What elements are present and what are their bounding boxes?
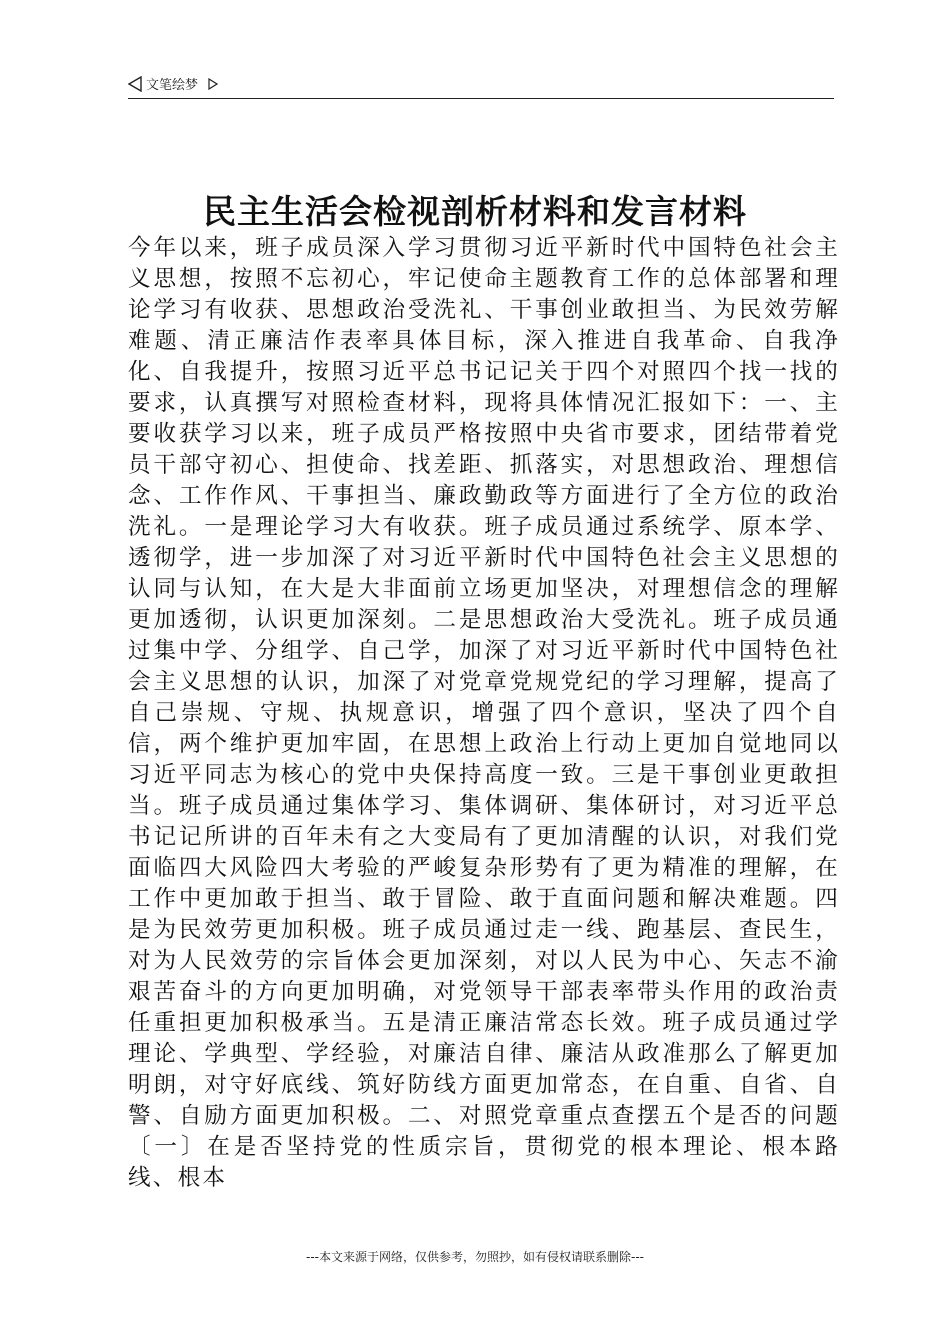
document-body: 今年以来，班子成员深入学习贯彻习近平新时代中国特色社会主义思想，按照不忘初心，牢记使命主题教育工作的总体部署和理论学习有收获、思想政治受洗礼、干事创业敢担当、为民效劳解难题、清正廉洁作表率具体目标，深入推进自我革命、自我净化、自我提升，按照习近平总书记记关于四个对照四个找一找的要求，认真撰写对照检查材料，现将具体情况汇报如下：一、主要收获学习以来，班子成员严格按照中央省市要求，团结带着党员干部守初心、担使命、找差距、抓落实，对思想政治、理想信念、工作作风、干事担当、廉政勤政等方面进行了全方位的政治洗礼。一是理论学习大有收获。班子成员通过系统学、原本学、透彻学，进一步加深了对习近平新时代中国特色社会主义思想的认同与认知，在大是大非面前立场更加坚决，对理想信念的理解更加透彻，认识更加深刻。二是思想政治大受洗礼。班子成员通过集中学、分组学、自己学，加深了对习近平新时代中国特色社会主义思想的认识，加深了对党章党规党纪的学习理解，提高了自己崇规、守规、执规意识，增强了四个意识，坚决了四个自信，两个维护更加牢固，在思想上政治上行动上更加自觉地同以习近平同志为核心的党中央保持高度一致。三是干事创业更敢担当。班子成员通过集体学习、集体调研、集体研讨，对习近平总书记记所讲的百年未有之大变局有了更加清醒的认识，对我们党面临四大风险四大考验的严峻复杂形势有了更为精准的理解，在工作中更加敢于担当、敢于冒险、敢于直面问题和解决难题。四是为民效劳更加积极。班子成员通过走一线、跑基层、查民生，对为人民效劳的宗旨体会更加深刻，对以人民为中心、矢志不渝艰苦奋斗的方向更加明确，对党领导干部表率带头作用的政治责任重担更加积极承当。五是清正廉洁常态长效。班子成员通过学理论、学典型、学经验，对廉洁自律、廉洁从政准那么了解更加明朗，对守好底线、筑好防线方面更加常态，在自重、自省、自警、自励方面更加积极。二、对照党章重点查摆五个是否的问题〔一〕在是否坚持党的性质宗旨，贯彻党的根本理论、根本路线、根本 [128, 235, 840, 1191]
page-header [128, 70, 834, 99]
header-brand [128, 74, 218, 93]
brand-label: 文笔绘梦 [146, 78, 199, 93]
footer-notice: ---本文来源于网络，仅供参考，勿照抄，如有侵权请联系删除--- [306, 1250, 644, 1264]
triangle-left-icon [128, 76, 142, 92]
document-title: 民主生活会检视剖析材料和发言材料 [203, 192, 747, 231]
triangle-right-icon [208, 78, 218, 90]
